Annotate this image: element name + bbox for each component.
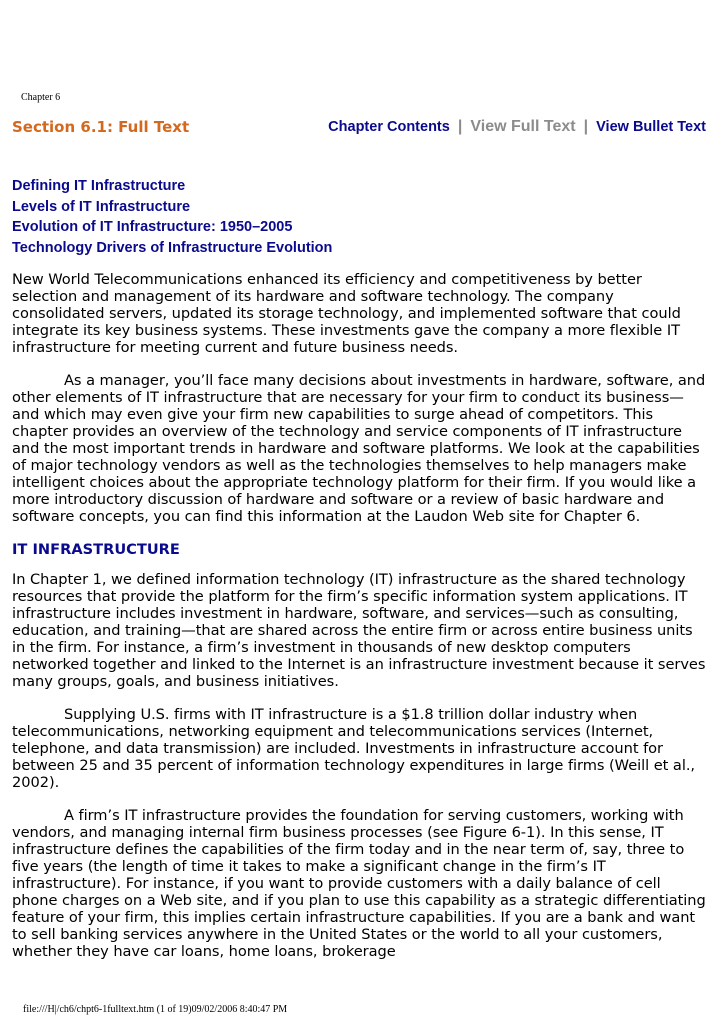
heading-it-infrastructure: IT INFRASTRUCTURE xyxy=(12,541,180,558)
view-full-text-current: View Full Text xyxy=(470,118,576,135)
paragraph-industry: Supplying U.S. firms with IT infrastructure is a $1.8 trillion dollar industry when telecommunications, networking equipment and telecommunications services (Internet, telephone, and data transmission) are included. Investments in infrastructure account for between 25 and 35 percent of information technology expenditures in large firms (Weill et al., 2002). xyxy=(12,706,696,791)
main-content xyxy=(12,271,710,976)
nav-separator: | xyxy=(583,118,589,135)
toc-link-levels-of-it-infrastructure[interactable]: Levels of IT Infrastructure xyxy=(12,198,191,215)
toc-link-technology-drivers[interactable]: Technology Drivers of Infrastructure Evolution xyxy=(12,239,333,256)
section-title: Section 6.1: Full Text xyxy=(12,118,190,136)
toc-link-evolution-of-it-infrastructure[interactable]: Evolution of IT Infrastructure: 1950–2005 xyxy=(12,219,293,235)
paragraph-definition: In Chapter 1, we defined information technology (IT) infrastructure as the shared technology resources that provide the platform for the firm’s specific information system applications. IT infrastructure includes investment in hardware, software, and services—such as consulting, education, and training—that are shared across the entire firm or across entire business units in the firm. For instance, a firm’s investment in thousands of new desktop computers networked together and linked to the Internet is an infrastructure investment because it serves many groups, goals, and business initiatives. xyxy=(12,571,706,690)
chapter-label: Chapter 6 xyxy=(21,92,61,103)
section-toc xyxy=(12,176,332,258)
paragraph-foundation: A firm’s IT infrastructure provides the foundation for serving customers, working with vendors, and managing internal firm business processes (see Figure 6-1). In this sense, IT infrastructure defines the capabilities of the firm today and in the near term of, say, three to five years (the length of time it takes to make a significant change in the firm’s IT infrastructure). For instance, if you want to provide customers with a daily balance of cell phone charges on a Web site, and if you plan to use this capability as a strategic differentiating feature of your firm, this implies certain infrastructure capabilities. If you are a bank and want to sell banking services anywhere in the United States or the world to all your customers, whether they have car loans, home loans, brokerage xyxy=(12,807,706,960)
paragraph-manager: As a manager, you’ll face many decisions about investments in hardware, software, and other elements of IT infrastructure that are necessary for your firm to conduct its business—and which may even give your firm new capabilities to surge ahead of competitors. This chapter provides an overview of the technology and service components of IT infrastructure and the most important trends in hardware and software platforms. We look at the capabilities of major technology vendors as well as the technologies themselves to help managers make intelligent choices about the appropriate technology platform for their firm. If you would like a more introductory discussion of hardware and software or a review of basic hardware and software concepts, you can find this information at the Laudon Web site for Chapter 6. xyxy=(12,372,706,525)
chapter-contents-link[interactable]: Chapter Contents xyxy=(328,119,450,135)
toc-link-defining-it-infrastructure[interactable]: Defining IT Infrastructure xyxy=(12,178,186,194)
nav-separator: | xyxy=(457,118,463,135)
chapter-nav xyxy=(328,118,706,136)
paragraph-intro: New World Telecommunications enhanced its efficiency and competitiveness by better selection and management of its hardware and software technology. The company consolidated servers, updated its storage technology, and implemented software that could integrate its key business systems. These investments gave the company a more flexible IT infrastructure for meeting current and future business needs. xyxy=(12,271,681,356)
view-bullet-text-link[interactable]: View Bullet Text xyxy=(596,119,706,135)
footer-file-path: file:///H|/ch6/chpt6-1fulltext.htm (1 of 19)09/02/2006 8:40:47 PM xyxy=(23,1004,288,1015)
